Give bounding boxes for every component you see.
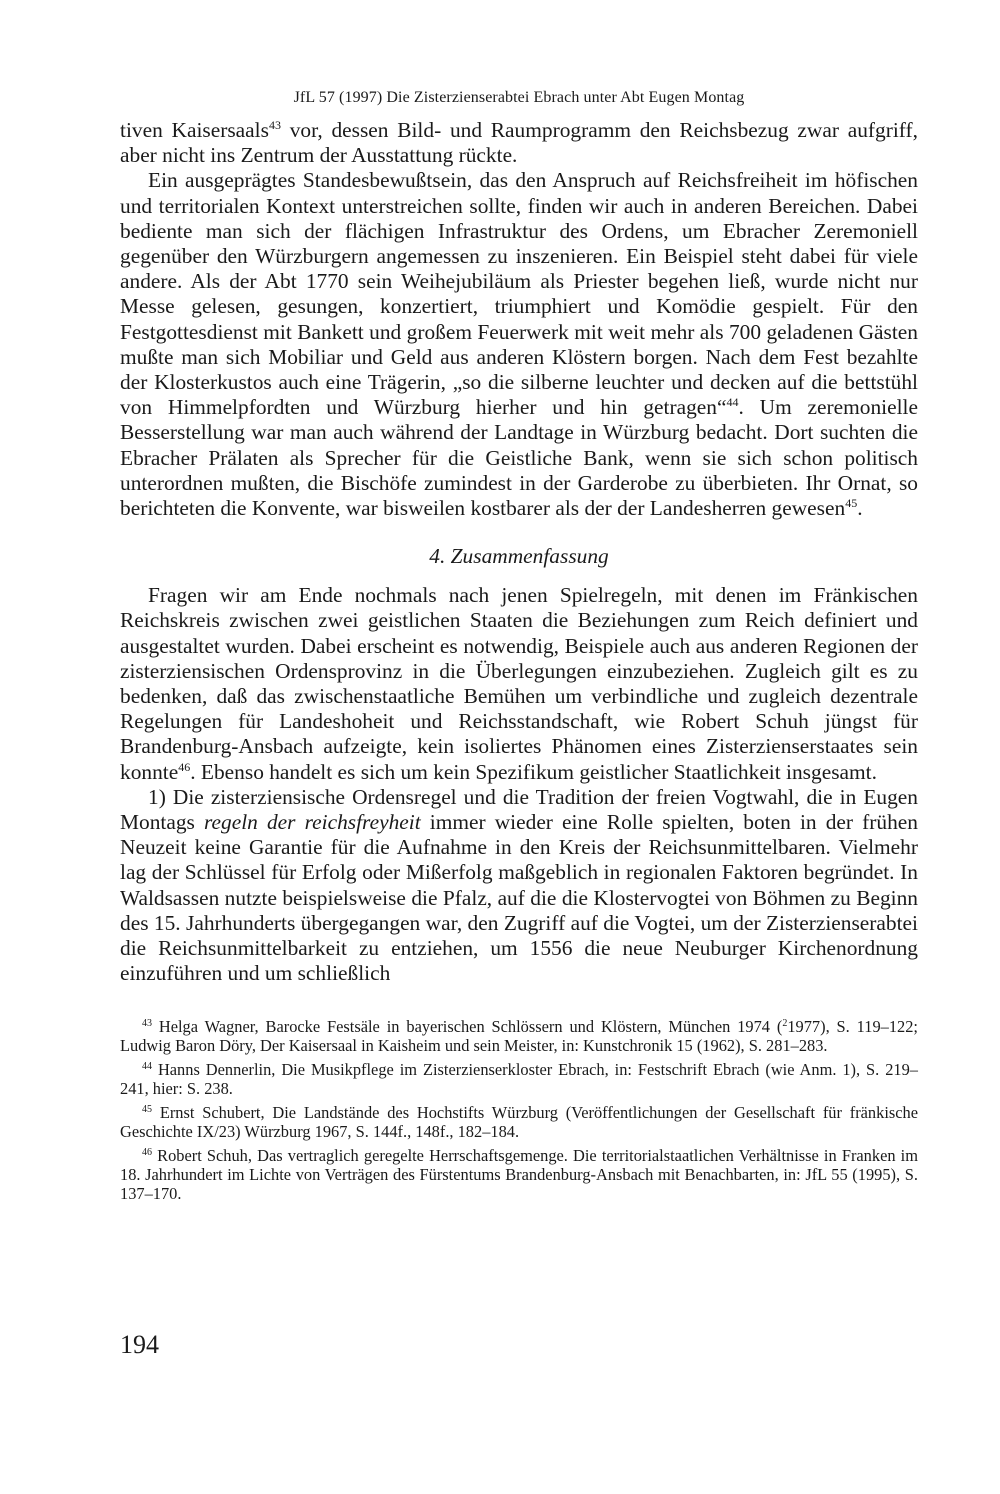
- paragraph-text: .: [857, 496, 863, 521]
- footnote-ref-46[interactable]: 46: [178, 759, 191, 774]
- footnotes: [120, 1017, 918, 1203]
- paragraph-text: Ein ausgeprägtes Standesbewußtsein, das den Anspruch auf Reichsfreiheit im höfischen und territorialen Kontext unterstreichen sollte, finden wir auch in anderen Bereichen. Dabei bediente man sich der flächigen Infrastruktur des Ordens, um Ebracher Zeremoniell gegenüber den Würzburgern angemessen zu inszenieren. Ein Beispiel steht dabei für viele andere. Als der Abt 1770 sein Weihejubiläum als Priester begehen ließ, wurde nicht nur Messe gelesen, gesungen, konzertiert, triumphiert und Komödie gespielt. Für den Festgottesdienst mit Bankett und großem Feuerwerk mit weit mehr als 700 geladenen Gästen mußte man sich Mobiliar und Geld aus anderen Klöstern borgen. Nach dem Fest bezahlte der Klosterkustos auch eine Trägerin, „so die silberne leuchter und decken auf die bettstühl von Himmelpfordten und Würzburg hierher und hin getragen“: [120, 168, 918, 420]
- paragraph-text: . Ebenso handelt es sich um kein Spezifikum geistlicher Staatlichkeit insgesamt.: [190, 759, 877, 784]
- paragraph-kaisersaal: [120, 118, 918, 168]
- italic-quote: regeln der reichsfreyheit: [204, 810, 421, 835]
- footnote-number: 43: [142, 1017, 152, 1029]
- footnote-45: [120, 1103, 918, 1141]
- edition-superscript: 2: [782, 1017, 788, 1029]
- section-heading: 4. Zusammenfassung: [429, 544, 609, 569]
- paragraph-text: vor, dessen Bild- und Raumprogramm den Reichsbezug zwar aufgriff, aber nicht ins Zentrum der Ausstattung rückte.: [120, 118, 919, 168]
- paragraph-text: . Um zeremonielle Besserstellung war man auch während der Landtage in Würzburg bedacht. Dort suchten die Ebracher Prälaten als Sprecher für die Geistliche Bank, wenn sie sich schon politisch unterordnen mußten, die Bischöfe zumindest in der Garderobe zu überbieten. Ihr Ornat, so berichteten die Konvente, war bisweilen kostbarer als der der Landesherren gewesen: [120, 395, 918, 521]
- paragraph-summary-intro: [120, 583, 918, 785]
- footnote-43: [120, 1017, 918, 1055]
- paragraph-summary-point-1: [120, 785, 918, 987]
- footnote-text: Ernst Schubert, Die Landstände des Hochstifts Würzburg (Veröffentlichungen der Gesellschaft für fränkische Geschichte IX/23) Würzburg 1967, S. 144f., 148f., 182–184.: [120, 1102, 918, 1141]
- running-head: JfL 57 (1997) Die Zisterzienserabtei Ebrach unter Abt Eugen Montag: [293, 89, 745, 106]
- footnote-46: [120, 1146, 918, 1203]
- paragraph-standesbewusstsein: [120, 168, 918, 521]
- footnote-text: 1977), S. 119–122; Ludwig Baron Döry, Der Kaisersaal in Kaisheim und sein Meister, in: Kunstchronik 15 (1962), S. 281–283.: [120, 1016, 918, 1055]
- footnote-text: Helga Wagner, Barocke Festsäle in bayerischen Schlössern und Klöstern, München 1974 (: [152, 1016, 783, 1036]
- paragraph-text: tiven Kaisersaals: [120, 118, 269, 142]
- paragraph-text: Fragen wir am Ende nochmals nach jenen Spielregeln, mit denen im Fränkischen Reichskreis zwischen zwei geistlichen Staaten die Beziehungen zum Reich definiert und ausgestaltet wurden. Dabei erscheint es notwendig, Beispiele auch aus anderen Regionen der zisterziensischen Ordensprovinz in die Überlegungen einzubeziehen. Zugleich gilt es zu bedenken, daß das zwischenstaatliche Bemühen um verbindliche und zugleich dezentrale Regelungen für Landeshoheit und Reichsstandschaft, wie Robert Schuh jüngst für Brandenburg-Ansbach aufzeigte, kein isoliertes Phänomen eines Zisterzienserstaates sein konnte: [120, 583, 918, 784]
- footnote-ref-45[interactable]: 45: [845, 496, 858, 511]
- paragraph-text: 1) Die zisterziensische Ordensregel und die Tradition der freien Vogtwahl, die in Eugen Montags: [120, 784, 918, 835]
- footnote-ref-44[interactable]: 44: [726, 395, 739, 410]
- body-text: [120, 118, 918, 987]
- footnote-number: 44: [142, 1060, 152, 1072]
- page-number: 194: [120, 1330, 159, 1359]
- footnote-number: 46: [142, 1146, 152, 1158]
- footnote-text: Hanns Dennerlin, Die Musikpflege im Zisterzienserkloster Ebrach, in: Festschrift Ebrach (wie Anm. 1), S. 219–241, hier: S. 238.: [120, 1059, 918, 1098]
- page: [120, 88, 918, 1208]
- footnote-number: 45: [142, 1103, 152, 1115]
- footnote-44: [120, 1060, 918, 1098]
- footnote-ref-43[interactable]: 43: [268, 118, 281, 132]
- footnote-text: Robert Schuh, Das vertraglich geregelte Herrschaftsgemenge. Die territorialstaatlichen Verhältnisse in Franken im 18. Jahrhundert im Lichte von Verträgen des Fürstentums Brandenburg-Ansbach mit Benachbarten, in: JfL 55 (1995), S. 137–170.: [120, 1145, 918, 1203]
- paragraph-text: immer wieder eine Rolle spielten, boten in der frühen Neuzeit keine Garantie für die Aufnahme in den Kreis der Reichsunmittelbaren. Vielmehr lag der Schlüssel für Erfolg oder Mißerfolg maßgeblich in regionalen Faktoren begründet. In Waldsassen nutzte beispielsweise die Pfalz, auf die die Klostervogtei von Böhmen zu Beginn des 15. Jahrhunderts übergegangen war, den Zugriff auf die Vogtei, um der Zisterzienserabtei die Reichsunmittelbarkeit zu entziehen, um 1556 die neue Neuburger Kirchenordnung einzuführen und um schließlich: [120, 810, 918, 986]
